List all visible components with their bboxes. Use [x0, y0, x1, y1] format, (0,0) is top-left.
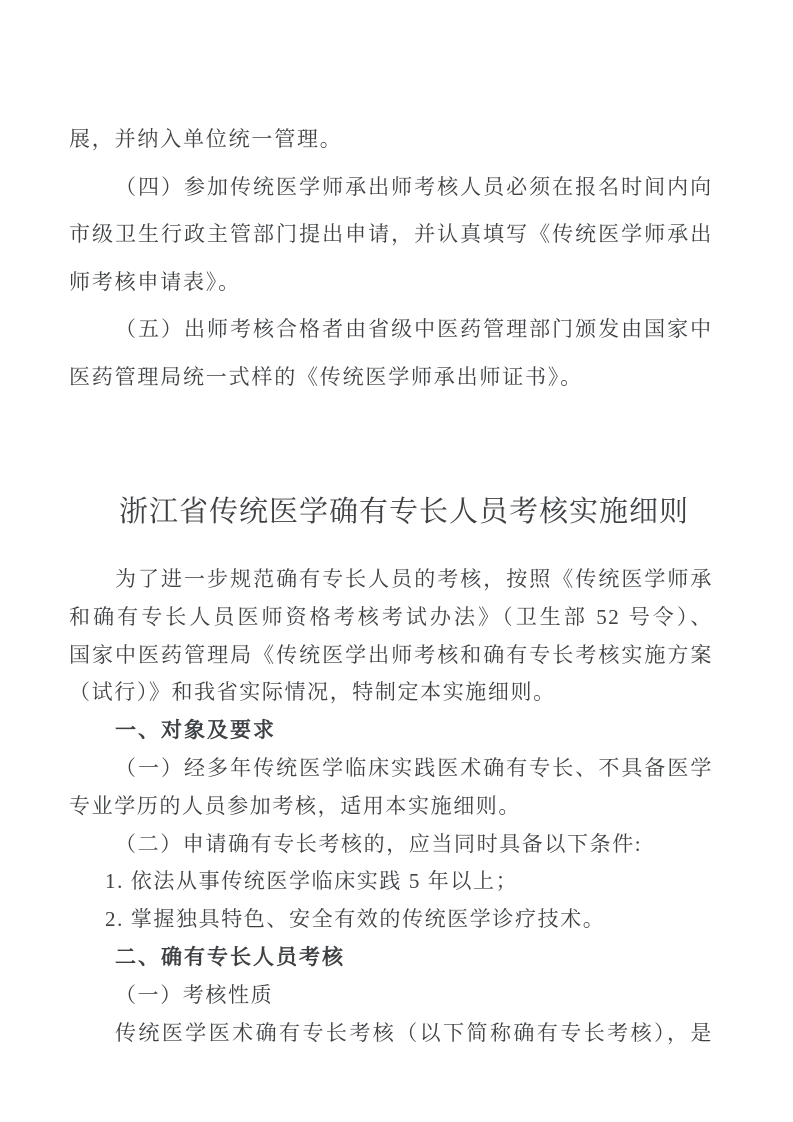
text-line: 市级卫生行政主管部门提出申请，并认真填写《传统医学师承出	[69, 222, 713, 246]
text-line: 为了进一步规范确有专长人员的考核，按照《传统医学师承	[115, 567, 713, 591]
text-line: （试行）》和我省实际情况，特制定本实施细则。	[69, 680, 556, 705]
text-line: 师考核申请表》。	[69, 269, 241, 294]
document-title: 浙江省传统医学确有专长人员考核实施细则	[118, 496, 689, 528]
section-heading-1: 一、对象及要求	[115, 719, 276, 743]
text-line: 医药管理局统一式样的《传统医学师承出师证书》。	[69, 364, 583, 389]
text-line: （四）参加传统医学师承出师考核人员必须在报名时间内向	[115, 174, 713, 199]
section-heading-2: 二、确有专长人员考核	[115, 945, 345, 969]
body-text	[69, 561, 713, 1052]
previous-section-text	[69, 116, 713, 401]
text-line: （五）出师考核合格者由省级中医药管理部门颁发由国家中	[115, 317, 713, 341]
text-line: 展，并纳入单位统一管理。	[69, 127, 343, 151]
text-line: 和确有专长人员医师资格考核考试办法》（卫生部 52 号令）、	[69, 604, 713, 629]
text-line: 传统医学医术确有专长考核（以下简称确有专长考核），是	[115, 1020, 713, 1045]
text-line: （一）经多年传统医学临床实践医术确有专长、不具备医学	[115, 755, 713, 780]
list-item: 2. 掌握独具特色、安全有效的传统医学诊疗技术。	[105, 907, 606, 932]
text-line: （一）考核性质	[115, 982, 274, 1007]
text-line: （二）申请确有专长考核的，应当同时具备以下条件:	[115, 831, 643, 856]
text-line: 专业学历的人员参加考核，适用本实施细则。	[69, 793, 521, 818]
text-line: 国家中医药管理局《传统医学出师考核和确有专长考核实施方案	[69, 642, 713, 667]
list-item: 1. 依法从事传统医学临床实践 5 年以上；	[105, 869, 519, 894]
